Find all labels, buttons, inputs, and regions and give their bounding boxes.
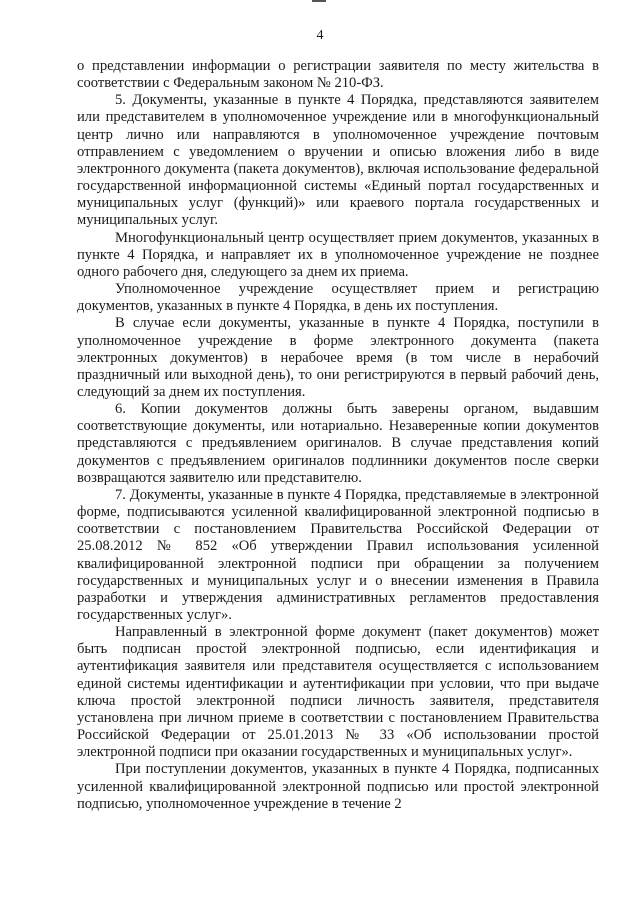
document-body	[77, 58, 599, 813]
paragraph-registration-law: о представлении информации о регистрации заявителя по месту жительства в соответствии с Федеральным законом № 210-ФЗ.	[77, 58, 599, 92]
paragraph-simple-signature: Направленный в электронной форме документ (пакет документов) может быть подписан простой электронной подписью, если идентификация и аутентификация заявителя или представителя осуществляется с использованием единой системы идентификации и аутентификации при условии, что при выдаче ключа простой электронной подписи личность заявителя, представителя установлена при личном приеме в соответствии с постановлением Правительства Российской Федерации от 25.01.2013 № 33 «Об использовании простой электронной подписи при оказании государственных и муниципальных услуг».	[77, 624, 599, 761]
paragraph-item-6: 6. Копии документов должны быть заверены органом, выдавшим соответствующие документы, или нотариально. Незаверенные копии документов представляются с предъявлением оригиналов. В случае представления копий документов с предъявлением оригиналов подлинники документов после сверки возвращаются заявителю или представителю.	[77, 401, 599, 486]
paragraph-non-working-time: В случае если документы, указанные в пункте 4 Порядка, поступили в уполномоченное учреждение в форме электронного документа (пакета электронных документов) в нерабочее время (в том числе в нерабочий праздничный или выходной день), то они регистрируются в первый рабочий день, следующий за днем их поступления.	[77, 315, 599, 400]
paragraph-mfc-reception: Многофункциональный центр осуществляет прием документов, указанных в пункте 4 Порядка, и направляет их в уполномоченное учреждение не позднее одного рабочего дня, следующего за днем их приема.	[77, 229, 599, 280]
paragraph-item-7: 7. Документы, указанные в пункте 4 Порядка, представляемые в электронной форме, подписываются усиленной квалифицированной электронной подписью в соответствии с постановлением Правительства Российской Федерации от 25.08.2012 № 852 «Об утверждении Правил использования усиленной квалифицированной электронной подписи при обращении за получением государственных и муниципальных услуг и о внесении изменения в Правила разработки и утверждения административных регламентов предоставления государственных услуг».	[77, 486, 599, 623]
paragraph-item-5: 5. Документы, указанные в пункте 4 Порядка, представляются заявителем или представителем в уполномоченное учреждение или в многофункциональный центр лично или направляются в уполномоченное учреждение почтовым отправлением с уведомлением о вручении и описью вложения либо в виде электронного документа (пакета документов), включая использование федеральной государственной информационной системы «Единый портал государственных и муниципальных услуг (функций)» или краевого портала государственных и муниципальных услуг.	[77, 92, 599, 229]
paragraph-receipt-documents: При поступлении документов, указанных в пункте 4 Порядка, подписанных усиленной квалифицированной электронной подписью или простой электронной подписью, уполномоченное учреждение в течение 2	[77, 761, 599, 812]
page-number: 4	[316, 28, 324, 43]
scan-mark	[312, 0, 326, 2]
paragraph-registration-day: Уполномоченное учреждение осуществляет прием и регистрацию документов, указанных в пункте 4 Порядка, в день их поступления.	[77, 281, 599, 315]
